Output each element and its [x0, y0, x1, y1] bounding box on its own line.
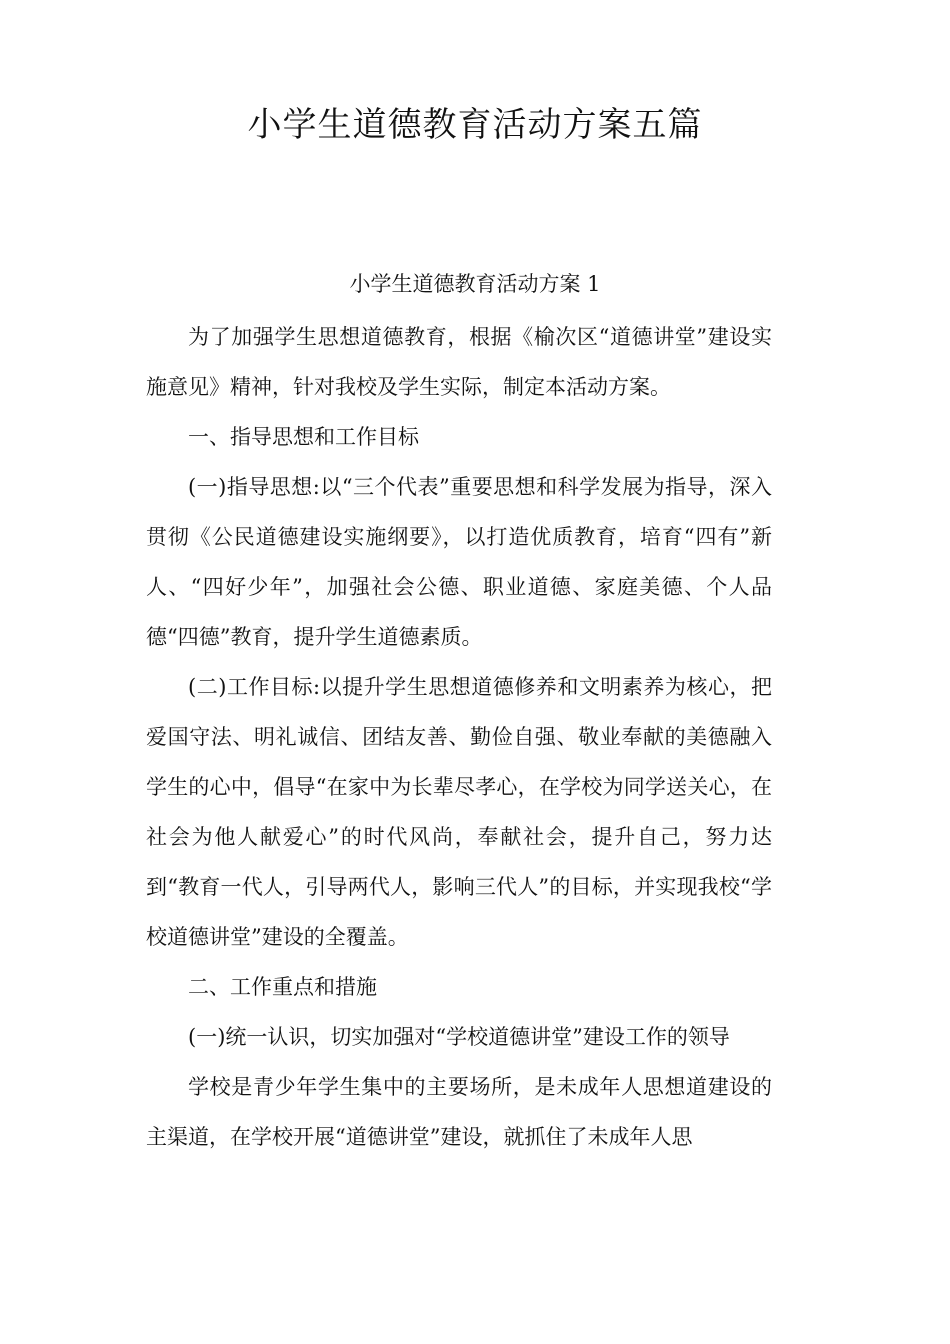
paragraph-guiding-ideology: (一)指导思想:以“三个代表”重要思想和科学发展为指导，深入贯彻《公民道德建设实施纲要》，以打造优质教育，培育“四有”新人、“四好少年”，加强社会公德、职业道德、家庭美德、个人品德“四德”教育，提升学生道德素质。 [146, 475, 772, 649]
paragraph-unify-understanding: (一)统一认识，切实加强对“学校道德讲堂”建设工作的领导 [188, 1025, 730, 1049]
section-title: 小学生道德教育活动方案 1 [349, 272, 601, 296]
heading-work-focus-and-measures: 二、工作重点和措施 [188, 975, 377, 999]
paragraph-work-goals: (二)工作目标:以提升学生思想道德修养和文明素养为核心，把爱国守法、明礼诚信、团结友善、勤俭自强、敬业奉献的美德融入学生的心中，倡导“在家中为长辈尽孝心，在学校为同学送关心，在社会为他人献爱心”的时代风尚，奉献社会，提升自己，努力达到“教育一代人，引导两代人，影响三代人”的目标，并实现我校“学校道德讲堂”建设的全覆盖。 [146, 675, 772, 949]
heading-guiding-ideology-and-goals: 一、指导思想和工作目标 [188, 425, 419, 449]
document-body [146, 312, 772, 1162]
paragraph-intro: 为了加强学生思想道德教育，根据《榆次区“道德讲堂”建设实施意见》精神，针对我校及学生实际，制定本活动方案。 [146, 325, 772, 399]
paragraph-school-role: 学校是青少年学生集中的主要场所，是未成年人思想道建设的主渠道，在学校开展“道德讲堂”建设，就抓住了未成年人思 [146, 1075, 772, 1149]
document-title: 小学生道德教育活动方案五篇 [247, 105, 703, 145]
